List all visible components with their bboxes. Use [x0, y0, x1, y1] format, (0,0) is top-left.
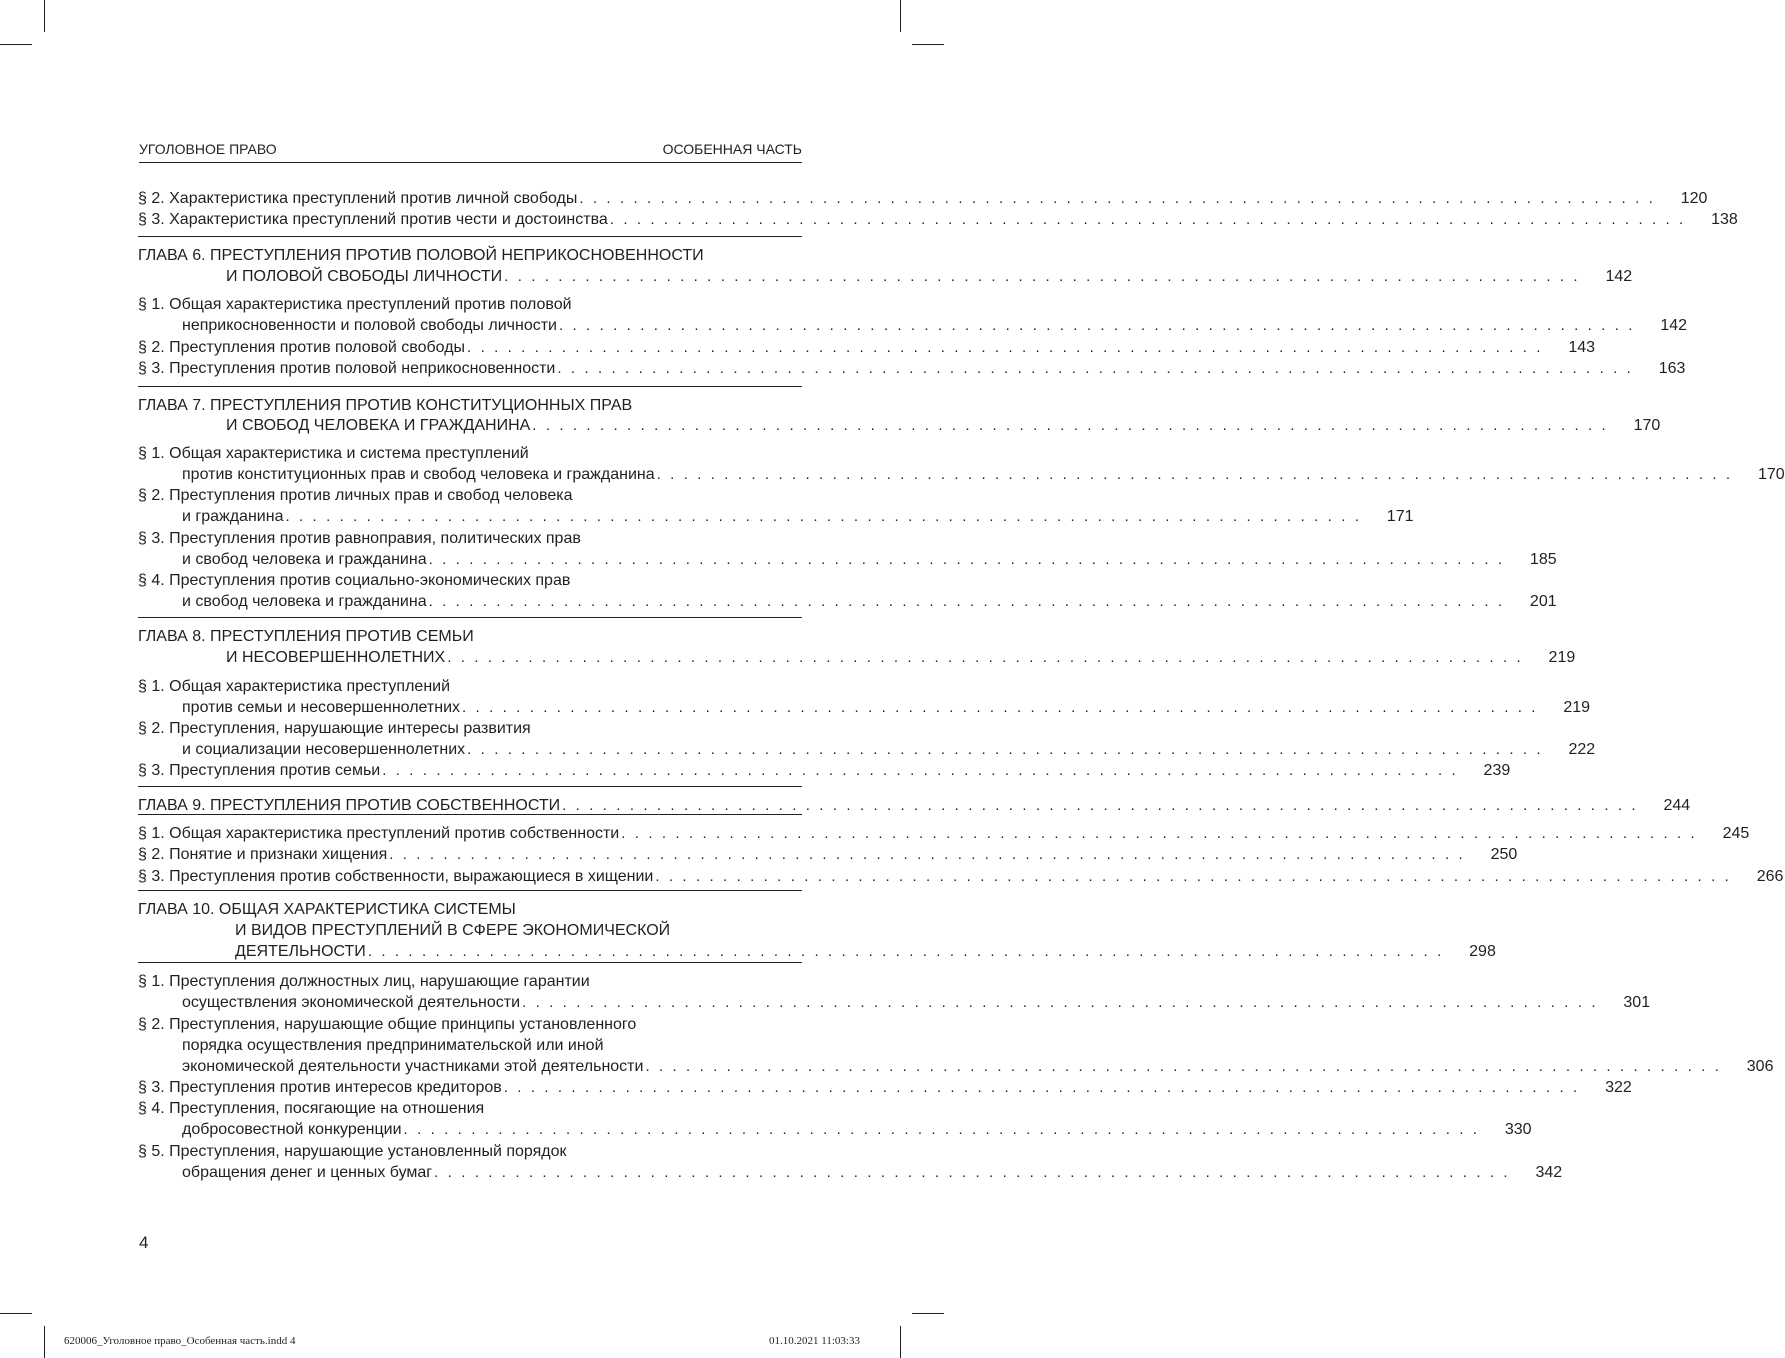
toc-page-number: 138: [1711, 211, 1738, 228]
toc-text: § 2. Характеристика преступлений против личной свободы: [138, 190, 578, 207]
toc-page-number: 298: [1469, 943, 1496, 960]
dot-leader: . . . . . . . . . . . . . . . . . . . . . . . . . . . . . . . . . . . . . . . . . . . . . . . . . . . . . . . . . . . . . . . . . . . . . . . . . . . . . . . .: [467, 741, 1544, 758]
toc-page-number: 142: [1605, 268, 1633, 285]
toc-entry-line: [138, 570, 802, 592]
toc-text: и гражданина: [182, 508, 284, 525]
slug-filename: 620006_Уголовное право_Особенная часть.indd 4: [64, 1335, 296, 1347]
toc-entry-line: [182, 464, 1785, 486]
toc-chapter-line: [138, 899, 802, 921]
toc-text: § 2. Преступления против личных прав и свобод человека: [138, 487, 573, 504]
dot-leader: . . . . . . . . . . . . . . . . . . . . . . . . . . . . . . . . . . . . . . . . . . . . . . . . . . . . . . . . . . . . . . . . . . . . . . . . . . . . . . . .: [655, 868, 1732, 885]
dot-leader: . . . . . . . . . . . . . . . . . . . . . . . . . . . . . . . . . . . . . . . . . . . . . . . . . . . . . . . . . . . . . . . . . . . . . . . . . . . . . . . .: [532, 417, 1609, 434]
dot-leader: . . . . . . . . . . . . . . . . . . . . . . . . . . . . . . . . . . . . . . . . . . . . . . . . . . . . . . . . . . . . . . . . . . . . . . . . . . . . . . . .: [428, 551, 1505, 568]
toc-page-number: 143: [1568, 339, 1596, 356]
toc-text: порядка осуществления предпринимательской или иной: [182, 1037, 604, 1054]
toc-text: неприкосновенности и половой свободы личности: [182, 317, 557, 334]
toc-text: против семьи и несовершеннолетних: [182, 699, 461, 716]
toc-text: § 1. Общая характеристика и система преступлений: [138, 445, 529, 462]
section-rule: [138, 617, 802, 618]
toc-text: И СВОБОД ЧЕЛОВЕКА И ГРАЖДАНИНА: [226, 417, 531, 434]
dot-leader: . . . . . . . . . . . . . . . . . . . . . . . . . . . . . . . . . . . . . . . . . . . . . . . . . . . . . . . . . . . . . . . . . . . . . . . . . . . . . . . .: [656, 466, 1733, 483]
toc-chapter-line: [226, 415, 1661, 437]
toc-chapter-line: [226, 647, 1576, 669]
toc-page-number: 306: [1746, 1058, 1774, 1075]
toc-entry-line: [182, 506, 1414, 528]
toc-text: ГЛАВА 10. ОБЩАЯ ХАРАКТЕРИСТИКА СИСТЕМЫ: [138, 901, 516, 918]
toc-page-number: 201: [1529, 593, 1557, 610]
dot-leader: . . . . . . . . . . . . . . . . . . . . . . . . . . . . . . . . . . . . . . . . . . . . . . . . . . . . . . . . . . . . . . . . . . . . . . . . . . . . . . . .: [447, 649, 1524, 666]
toc-page-number: 250: [1490, 846, 1518, 863]
toc-entry-line: [138, 823, 1750, 845]
toc-text: и свобод человека и гражданина: [182, 551, 427, 568]
dot-leader: . . . . . . . . . . . . . . . . . . . . . . . . . . . . . . . . . . . . . . . . . . . . . . . . . . . . . . . . . . . . . . . . . . . . . . . . . . . . . . . .: [503, 1079, 1580, 1096]
toc-chapter-line: [235, 920, 802, 942]
toc-entry-line: [182, 1056, 1774, 1078]
toc-text: против конституционных прав и свобод человека и гражданина: [182, 466, 655, 483]
toc-entry-line: [138, 1014, 802, 1036]
toc-text: § 1. Общая характеристика преступлений: [138, 678, 451, 695]
dot-leader: . . . . . . . . . . . . . . . . . . . . . . . . . . . . . . . . . . . . . . . . . . . . . . . . . . . . . . . . . . . . . . . . . . . . . . . . . . . . . . . .: [562, 797, 1639, 814]
toc-text: § 2. Преступления, нарушающие общие принципы установленного: [138, 1016, 637, 1033]
toc-entry-line: [182, 1119, 1532, 1141]
dot-leader: . . . . . . . . . . . . . . . . . . . . . . . . . . . . . . . . . . . . . . . . . . . . . . . . . . . . . . . . . . . . . . . . . . . . . . . . . . . . . . . .: [403, 1121, 1480, 1138]
toc-text: § 1. Преступления должностных лиц, нарушающие гарантии: [138, 973, 590, 990]
section-rule: [138, 386, 802, 387]
toc-chapter-line: [226, 266, 1633, 288]
toc-entry-line: [182, 1162, 1563, 1184]
toc-text: § 4. Преступления, посягающие на отношения: [138, 1100, 485, 1117]
toc-entry-line: [138, 1141, 802, 1163]
toc-entry-line: [182, 739, 1596, 761]
dot-leader: . . . . . . . . . . . . . . . . . . . . . . . . . . . . . . . . . . . . . . . . . . . . . . . . . . . . . . . . . . . . . . . . . . . . . . . . . . . . . . . .: [428, 593, 1505, 610]
dot-leader: . . . . . . . . . . . . . . . . . . . . . . . . . . . . . . . . . . . . . . . . . . . . . . . . . . . . . . . . . . . . . . . . . . . . . . . . . . . . . . . .: [504, 268, 1581, 285]
dot-leader: . . . . . . . . . . . . . . . . . . . . . . . . . . . . . . . . . . . . . . . . . . . . . . . . . . . . . . . . . . . . . . . . . . . . . . . . . . . . . . . .: [467, 339, 1544, 356]
toc-page-number: 219: [1563, 699, 1591, 716]
toc-chapter-line: [138, 626, 802, 648]
toc-entry-line: [138, 676, 802, 698]
toc-text: И ВИДОВ ПРЕСТУПЛЕНИЙ В СФЕРЕ ЭКОНОМИЧЕСКОЙ: [235, 922, 671, 939]
toc-entry-line: [138, 358, 1686, 380]
toc-text: § 1. Общая характеристика преступлений против половой: [138, 296, 572, 313]
toc-entry-line: [138, 718, 802, 740]
toc-page-number: 171: [1386, 508, 1414, 525]
dot-leader: . . . . . . . . . . . . . . . . . . . . . . . . . . . . . . . . . . . . . . . . . . . . . . . . . . . . . . . . . . . . . . . . . . . . . . . . . . . . . . . .: [557, 360, 1634, 377]
dot-leader: . . . . . . . . . . . . . . . . . . . . . . . . . . . . . . . . . . . . . . . . . . . . . . . . . . . . . . . . . . . . . . . . . . . . . . . . . . . . . . . .: [434, 1164, 1511, 1181]
toc-text: § 2. Понятие и признаки хищения: [138, 846, 388, 863]
dot-leader: . . . . . . . . . . . . . . . . . . . . . . . . . . . . . . . . . . . . . . . . . . . . . . . . . . . . . . . . . . . . . . . . . . . . . . . . . . . . . . . .: [285, 508, 1362, 525]
toc-page-number: 185: [1529, 551, 1557, 568]
toc-text: § 3. Преступления против интересов кредиторов: [138, 1079, 502, 1096]
toc-entry-line: [182, 315, 1688, 337]
crop-mark: [912, 1313, 944, 1314]
toc-page-number: 245: [1722, 825, 1750, 842]
toc-page-number: 322: [1605, 1079, 1632, 1096]
toc-text: обращения денег и ценных бумаг: [182, 1164, 433, 1181]
toc-entry-line: [182, 697, 1591, 719]
toc-text: § 2. Преступления против половой свободы: [138, 339, 466, 356]
toc-text: § 4. Преступления против социально-экономических прав: [138, 572, 571, 589]
dot-leader: . . . . . . . . . . . . . . . . . . . . . . . . . . . . . . . . . . . . . . . . . . . . . . . . . . . . . . . . . . . . . . . . . . . . . . . . . . . . . . . .: [645, 1058, 1722, 1075]
toc-entry-line: [182, 549, 1557, 571]
toc-chapter-line: [138, 245, 802, 267]
crop-mark: [44, 0, 45, 32]
dot-leader: . . . . . . . . . . . . . . . . . . . . . . . . . . . . . . . . . . . . . . . . . . . . . . . . . . . . . . . . . . . . . . . . . . . . . . . . . . . . . . . .: [579, 190, 1656, 207]
running-header-right: ОСОБЕННАЯ ЧАСТЬ: [662, 141, 802, 157]
toc-text: И ПОЛОВОЙ СВОБОДЫ ЛИЧНОСТИ: [226, 268, 503, 285]
dot-leader: . . . . . . . . . . . . . . . . . . . . . . . . . . . . . . . . . . . . . . . . . . . . . . . . . . . . . . . . . . . . . . . . . . . . . . . . . . . . . . . .: [522, 994, 1599, 1011]
toc-entry-line: [138, 337, 1596, 359]
toc-text: § 3. Преступления против собственности, выражающиеся в хищении: [138, 868, 654, 885]
toc-text: § 3. Характеристика преступлений против чести и достоинства: [138, 211, 608, 228]
section-rule: [138, 786, 802, 787]
toc-entry-line: [182, 1035, 802, 1057]
toc-entry-line: [138, 188, 1708, 210]
toc-text: И НЕСОВЕРШЕННОЛЕТНИХ: [226, 649, 446, 666]
dot-leader: . . . . . . . . . . . . . . . . . . . . . . . . . . . . . . . . . . . . . . . . . . . . . . . . . . . . . . . . . . . . . . . . . . . . . . . . . . . . . . . .: [462, 699, 1539, 716]
toc-entry-line: [138, 485, 802, 507]
toc-text: § 3. Преступления против семьи: [138, 762, 381, 779]
slug-date: 01.10.2021 11:03:33: [769, 1335, 860, 1347]
toc-entry-line: [138, 760, 1511, 782]
dot-leader: . . . . . . . . . . . . . . . . . . . . . . . . . . . . . . . . . . . . . . . . . . . . . . . . . . . . . . . . . . . . . . . . . . . . . . . . . . . . . . . .: [621, 825, 1698, 842]
toc-entry-line: [138, 866, 1784, 888]
toc-entry-line: [182, 992, 1651, 1014]
toc-entry-line: [138, 443, 802, 465]
toc-page-number: 170: [1633, 417, 1661, 434]
toc-page-number: 266: [1756, 868, 1784, 885]
toc-text: и свобод человека и гражданина: [182, 593, 427, 610]
dot-leader: . . . . . . . . . . . . . . . . . . . . . . . . . . . . . . . . . . . . . . . . . . . . . . . . . . . . . . . . . . . . . . . . . . . . . . . . . . . . . . . .: [367, 943, 1444, 960]
toc-text: ГЛАВА 9. ПРЕСТУПЛЕНИЯ ПРОТИВ СОБСТВЕННОСТИ: [138, 797, 561, 814]
crop-mark: [0, 1313, 32, 1314]
dot-leader: . . . . . . . . . . . . . . . . . . . . . . . . . . . . . . . . . . . . . . . . . . . . . . . . . . . . . . . . . . . . . . . . . . . . . . . . . . . . . . . .: [382, 762, 1459, 779]
toc-page-number: 342: [1535, 1164, 1563, 1181]
dot-leader: . . . . . . . . . . . . . . . . . . . . . . . . . . . . . . . . . . . . . . . . . . . . . . . . . . . . . . . . . . . . . . . . . . . . . . . . . . . . . . . .: [389, 846, 1466, 863]
toc-page-number: 170: [1757, 466, 1785, 483]
toc-entry-line: [138, 971, 802, 993]
section-rule: [138, 236, 802, 237]
toc-text: § 5. Преступления, нарушающие установленный порядок: [138, 1143, 567, 1160]
crop-mark: [912, 44, 944, 45]
toc-page-number: 222: [1568, 741, 1596, 758]
toc-entry-line: [138, 844, 1518, 866]
toc-page-number: 120: [1680, 190, 1708, 207]
toc-chapter-line: [138, 395, 802, 417]
toc-entry-line: [138, 209, 1738, 231]
toc-entry-line: [182, 591, 1557, 613]
toc-page-number: 219: [1548, 649, 1576, 666]
toc-text: § 3. Преступления против половой неприкосновенности: [138, 360, 556, 377]
toc-chapter-line: [235, 941, 1496, 963]
toc-text: ГЛАВА 7. ПРЕСТУПЛЕНИЯ ПРОТИВ КОНСТИТУЦИОННЫХ ПРАВ: [138, 397, 633, 414]
running-header: [139, 140, 802, 158]
toc-text: ГЛАВА 6. ПРЕСТУПЛЕНИЯ ПРОТИВ ПОЛОВОЙ НЕПРИКОСНОВЕННОСТИ: [138, 247, 704, 264]
toc-page-number: 239: [1483, 762, 1511, 779]
toc-text: ГЛАВА 8. ПРЕСТУПЛЕНИЯ ПРОТИВ СЕМЬИ: [138, 628, 474, 645]
toc-entry-line: [138, 1077, 1632, 1099]
dot-leader: . . . . . . . . . . . . . . . . . . . . . . . . . . . . . . . . . . . . . . . . . . . . . . . . . . . . . . . . . . . . . . . . . . . . . . . . . . . . . . . .: [609, 211, 1686, 228]
crop-mark: [44, 1326, 45, 1358]
dot-leader: . . . . . . . . . . . . . . . . . . . . . . . . . . . . . . . . . . . . . . . . . . . . . . . . . . . . . . . . . . . . . . . . . . . . . . . . . . . . . . . .: [558, 317, 1636, 334]
toc-text: осуществления экономической деятельности: [182, 994, 521, 1011]
toc-text: ДЕЯТЕЛЬНОСТИ: [235, 943, 366, 960]
toc-page-number: 244: [1663, 797, 1691, 814]
toc-entry-line: [138, 1098, 802, 1120]
section-rule: [138, 890, 802, 891]
toc-entry-line: [138, 528, 802, 550]
header-rule: [139, 162, 802, 163]
toc-entry-line: [138, 294, 802, 316]
toc-text: и социализации несовершеннолетних: [182, 741, 466, 758]
toc-page-number: 142: [1660, 317, 1688, 334]
toc-page-number: 163: [1658, 360, 1686, 377]
toc-page-number: 301: [1623, 994, 1651, 1011]
toc-chapter-line: [138, 795, 1691, 817]
running-header-left: УГОЛОВНОЕ ПРАВО: [139, 141, 277, 157]
toc-text: добросовестной конкуренции: [182, 1121, 402, 1138]
crop-mark: [0, 44, 32, 45]
toc-page-number: 330: [1504, 1121, 1532, 1138]
crop-mark: [900, 1326, 901, 1358]
crop-mark: [900, 0, 901, 32]
page-number: 4: [139, 1233, 149, 1252]
toc-text: экономической деятельности участниками этой деятельности: [182, 1058, 644, 1075]
toc-text: § 2. Преступления, нарушающие интересы развития: [138, 720, 531, 737]
toc-text: § 1. Общая характеристика преступлений против собственности: [138, 825, 620, 842]
toc-text: § 3. Преступления против равноправия, политических прав: [138, 530, 581, 547]
